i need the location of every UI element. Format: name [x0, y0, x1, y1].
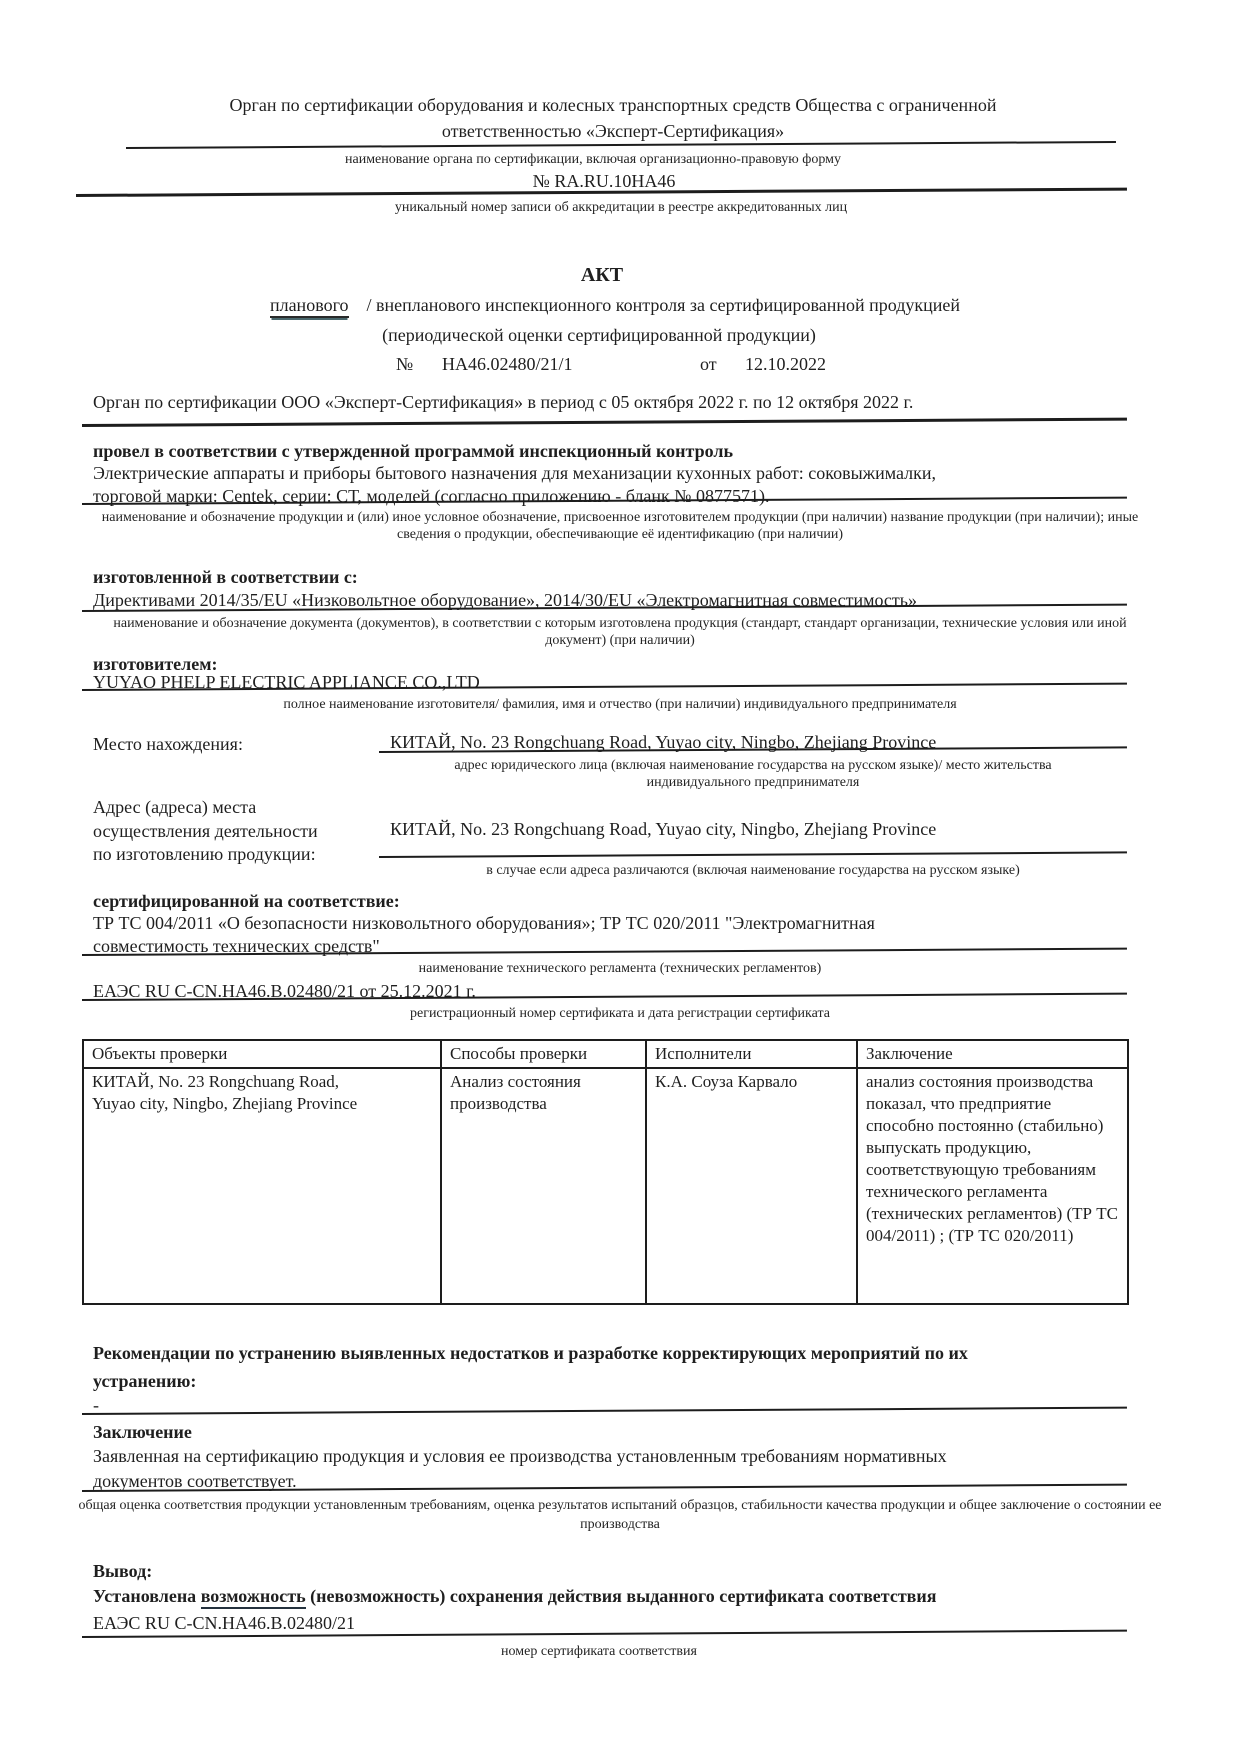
certified-heading: сертифицированной на соответствие:	[93, 891, 400, 911]
accreditation-number: № RA.RU.10НА46	[532, 171, 676, 191]
act-subtitle	[0, 294, 1230, 316]
act-subtitle-planned: планового	[270, 295, 349, 318]
act-number-label: №	[396, 354, 414, 374]
activity-address-value: КИТАЙ, No. 23 Rongchuang Road, Yuyao city, Ningbo, Zhejiang Province	[390, 819, 937, 839]
org-name-caption: наименование органа по сертификации, включая организационно-правовую форму	[345, 152, 841, 167]
recommendations-line1: Рекомендации по устранению выявленных недостатков и разработке корректирующих мероприятий по их	[93, 1343, 968, 1363]
table-header-objects: Объекты проверки	[83, 1040, 441, 1068]
table-header-methods: Способы проверки	[441, 1040, 646, 1068]
inspection-table	[82, 1039, 1129, 1305]
act-subtitle-rest: / внепланового инспекционного контроля за сертифицированной продукцией	[366, 295, 961, 315]
location-label: Место нахождения:	[93, 734, 243, 754]
cell-conclusion: анализ состояния производства показал, что предприятие способно постоянно (стабильно) выпускать продукцию, соответствующую требованиям технического регламента (технических регламентов) (ТР ТС 004/2011) ; (ТР ТС 020/2011)	[857, 1068, 1128, 1304]
manufacturer-name: YUYAO PHELP ELECTRIC APPLIANCE CO.,LTD	[93, 672, 480, 692]
accreditation-caption: уникальный номер записи об аккредитации в реестре аккредитованных лиц	[394, 200, 848, 215]
location-value: КИТАЙ, No. 23 Rongchuang Road, Yuyao city, Ningbo, Zhejiang Province	[390, 732, 937, 752]
verdict-caption: номер сертификата соответствия	[501, 1644, 697, 1659]
verdict-after: (невозможность) сохранения действия выданного сертификата соответствия	[310, 1586, 937, 1606]
table-header-row	[83, 1040, 1128, 1068]
verdict-line	[93, 1585, 937, 1607]
certified-caption: наименование технического регламента (технических регламентов)	[418, 961, 822, 976]
activity-address-caption: в случае если адреса различаются (включая наименование государства на русском языке)	[486, 863, 1020, 878]
org-name-line2: ответственностью «Эксперт-Сертификация»	[441, 121, 785, 141]
divider	[379, 851, 1127, 858]
act-subtitle-line2: (периодической оценки сертифицированной продукции)	[382, 325, 816, 345]
table-header-conclusion: Заключение	[857, 1040, 1128, 1068]
recommendations-line2: устранению:	[93, 1371, 197, 1391]
act-title: АКТ	[580, 264, 624, 286]
table-header-executors: Исполнители	[646, 1040, 857, 1068]
act-date: 12.10.2022	[745, 354, 826, 374]
inspection-heading: провел в соответствии с утвержденной программой инспекционный контроль	[93, 441, 733, 461]
conclusion-line2: документов соответствует.	[93, 1471, 297, 1491]
certified-value-line1: ТР ТС 004/2011 «О безопасности низковольтного оборудования»; ТР ТС 020/2011 "Электромагнитная	[93, 913, 875, 933]
product-line1: Электрические аппараты и приборы бытового назначения для механизации кухонных работ: соковыжималки,	[93, 463, 937, 483]
recommendations-value: -	[93, 1395, 99, 1415]
divider	[82, 418, 1127, 427]
manufacturer-heading: изготовителем:	[93, 654, 218, 674]
conclusion-heading: Заключение	[93, 1422, 192, 1442]
conclusion-caption: общая оценка соответствия продукции установленным требованиям, оценка результатов испытаний образцов, стабильности качества продукции и общее заключение о состоянии ее производства	[78, 1498, 1162, 1532]
period-line: Орган по сертификации ООО «Эксперт-Сертификация» в период с 05 октября 2022 г. по 12 октября 2022 г.	[93, 392, 914, 412]
cell-executor: К.А. Соуза Карвало	[646, 1068, 857, 1304]
org-name-block	[0, 92, 1226, 144]
cell-method: Анализ состояния производства	[441, 1068, 646, 1304]
table-row	[83, 1068, 1128, 1304]
org-name-line1: Орган по сертификации оборудования и колесных транспортных средств Общества с ограниченной	[229, 95, 997, 115]
verdict-cert-number: ЕАЭС RU C-CN.НА46.В.02480/21	[93, 1613, 355, 1633]
cell-objects: КИТАЙ, No. 23 Rongchuang Road, Yuyao city, Ningbo, Zhejiang Province	[83, 1068, 441, 1304]
verdict-underlined: возможность	[201, 1586, 306, 1609]
manufactured-caption: наименование и обозначение документа (документов), в соответствии с которым изготовлена продукция (стандарт, стандарт организации, технические условия или иной документ) (при наличии)	[113, 616, 1127, 648]
certified-value-line2: совместимость технических средств"	[93, 936, 380, 956]
product-line2: торговой марки: Centek, серии: СТ, моделей (согласно приложению - бланк № 0877571).	[93, 486, 770, 506]
cert-number-line: ЕАЭС RU C-CN.НА46.В.02480/21 от 25.12.2021 г.	[93, 981, 476, 1001]
manufacturer-caption: полное наименование изготовителя/ фамилия, имя и отчество (при наличии) индивидуального предпринимателя	[283, 697, 957, 712]
verdict-before: Установлена	[93, 1586, 197, 1606]
act-number: НА46.02480/21/1	[442, 354, 573, 374]
verdict-heading: Вывод:	[93, 1561, 153, 1581]
manufactured-heading: изготовленной в соответствии с:	[93, 567, 358, 587]
location-caption: адрес юридического лица (включая наименование государства на русском языке)/ место жительства индивидуального предпринимателя	[454, 758, 1052, 790]
manufactured-value: Директивами 2014/35/EU «Низковольтное оборудование», 2014/30/EU «Электромагнитная совместимость»	[93, 590, 917, 610]
product-caption: наименование и обозначение продукции и (или) иное условное обозначение, присвоенное изготовителем продукции (при наличии) название продукции (при наличии); иные сведения о продукции, обеспечивающие её идентификацию (при наличии)	[101, 510, 1139, 542]
divider	[82, 1407, 1127, 1415]
act-date-label: от	[700, 354, 717, 374]
cert-number-caption: регистрационный номер сертификата и дата регистрации сертификата	[409, 1006, 830, 1021]
activity-address-label: Адрес (адреса) места осуществления деятельности по изготовлению продукции:	[93, 797, 318, 864]
conclusion-line1: Заявленная на сертификацию продукция и условия ее производства установленным требованиям нормативных	[93, 1446, 947, 1466]
